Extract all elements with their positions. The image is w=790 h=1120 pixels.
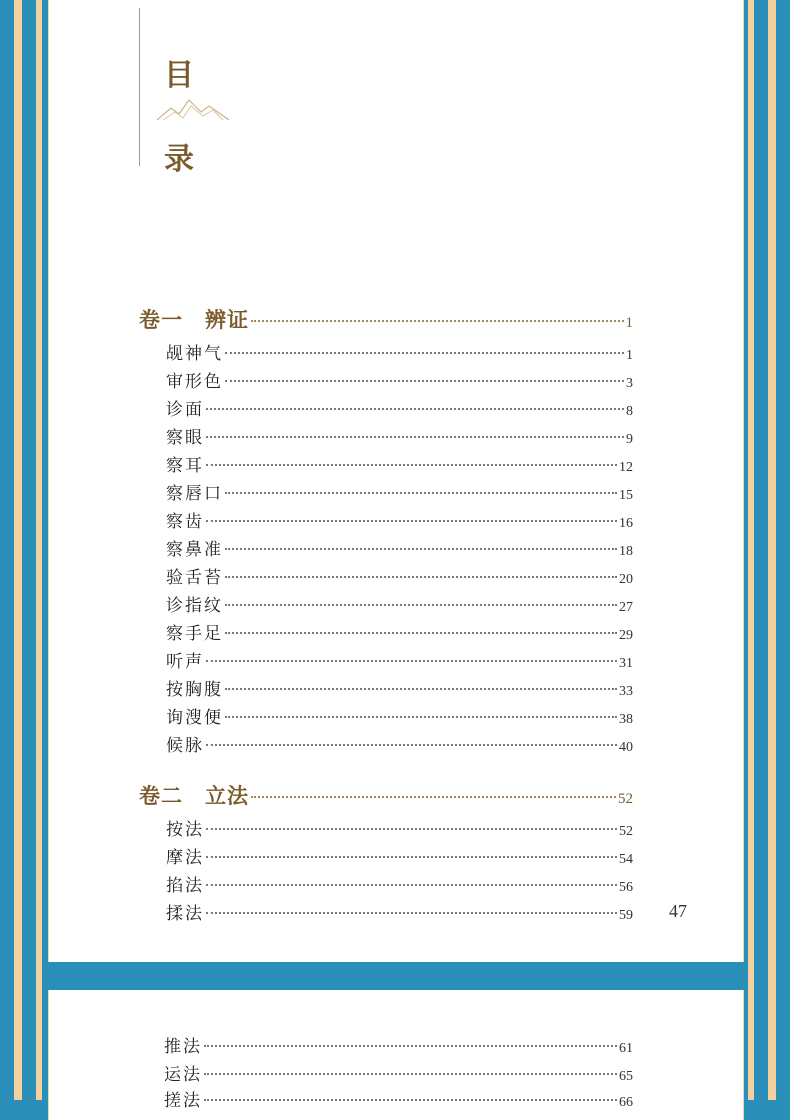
leader-dots [251, 320, 624, 322]
entry-page-number: 54 [619, 852, 633, 867]
entry-label: 察鼻准 [166, 540, 223, 560]
leader-dots [206, 408, 624, 410]
chapter-page-number: 1 [625, 315, 633, 331]
entry-label: 察齿 [166, 512, 204, 532]
entry-label: 推法 [164, 1037, 202, 1057]
toc-chapter-row[interactable] [139, 304, 633, 334]
page-number: 47 [669, 901, 687, 921]
toc-chapter-row[interactable] [139, 780, 633, 810]
entry-label: 候脉 [166, 736, 204, 756]
leader-dots [204, 1045, 617, 1047]
leader-dots [225, 548, 617, 550]
entry-page-number: 16 [619, 516, 633, 531]
entry-page-number: 18 [619, 544, 633, 559]
toc-entry-row[interactable] [166, 507, 633, 532]
entry-label: 察耳 [166, 456, 204, 476]
toc-entry-row[interactable] [164, 1032, 633, 1057]
title-divider-line [139, 8, 140, 166]
entry-page-number: 66 [619, 1095, 633, 1110]
entry-page-number: 27 [619, 600, 633, 615]
toc-entry-row[interactable] [166, 731, 633, 756]
leader-dots [204, 1073, 617, 1075]
leader-dots [225, 380, 624, 382]
entry-page-number: 20 [619, 572, 633, 587]
toc-entry-row[interactable] [166, 423, 633, 448]
entry-page-number: 8 [626, 404, 633, 419]
entry-label: 诊指纹 [166, 596, 223, 616]
toc-entry-row[interactable] [164, 1086, 633, 1111]
toc-entry-row[interactable] [166, 563, 633, 588]
mountain-ornament-icon [157, 96, 229, 124]
entry-label: 摩法 [166, 848, 204, 868]
toc-entry-row[interactable] [166, 339, 633, 364]
toc-entry-row[interactable] [166, 843, 633, 868]
frame-stripe-right-outer [768, 0, 776, 1100]
toc-entry-row[interactable] [166, 703, 633, 728]
entry-page-number: 33 [619, 684, 633, 699]
leader-dots [206, 828, 617, 830]
toc-entry-row[interactable] [166, 647, 633, 672]
leader-dots [206, 884, 617, 886]
entry-page-number: 40 [619, 740, 633, 755]
entry-label: 觇神气 [166, 344, 223, 364]
toc-entry-row[interactable] [166, 871, 633, 896]
leader-dots [206, 660, 617, 662]
page-separator-band [48, 962, 742, 990]
entry-label: 诊面 [166, 400, 204, 420]
entry-page-number: 3 [626, 376, 633, 391]
entry-page-number: 9 [626, 432, 633, 447]
entry-label: 听声 [166, 652, 204, 672]
entry-page-number: 65 [619, 1069, 633, 1084]
toc-entry-row[interactable] [166, 395, 633, 420]
toc-entry-row[interactable] [166, 451, 633, 476]
entry-page-number: 52 [619, 824, 633, 839]
leader-dots [225, 632, 617, 634]
entry-label: 察唇口 [166, 484, 223, 504]
toc-page [48, 0, 744, 962]
entry-page-number: 1 [626, 348, 633, 363]
leader-dots [206, 464, 617, 466]
leader-dots [225, 576, 617, 578]
entry-page-number: 61 [619, 1041, 633, 1056]
frame-stripe-left-outer [14, 0, 22, 1100]
entry-label: 审形色 [166, 372, 223, 392]
entry-page-number: 59 [619, 908, 633, 923]
entry-page-number: 15 [619, 488, 633, 503]
leader-dots [206, 520, 617, 522]
leader-dots [206, 912, 617, 914]
chapter-label: 卷二 立法 [139, 783, 249, 808]
entry-label: 询溲便 [166, 708, 223, 728]
leader-dots [225, 716, 617, 718]
entry-page-number: 31 [619, 656, 633, 671]
leader-dots [206, 436, 624, 438]
entry-label: 按胸腹 [166, 680, 223, 700]
toc-entry-row[interactable] [166, 367, 633, 392]
frame-stripe-right-inner [748, 0, 754, 1100]
entry-label: 揉法 [166, 904, 204, 924]
toc-entry-row[interactable] [166, 535, 633, 560]
toc-entry-row[interactable] [166, 619, 633, 644]
toc-entry-row[interactable] [166, 675, 633, 700]
leader-dots [225, 352, 624, 354]
leader-dots [225, 604, 617, 606]
toc-entry-row[interactable] [166, 591, 633, 616]
frame-stripe-left-inner [36, 0, 42, 1100]
toc-page-continued [48, 990, 744, 1120]
toc-entry-row[interactable] [164, 1060, 633, 1085]
entry-label: 察手足 [166, 624, 223, 644]
entry-page-number: 38 [619, 712, 633, 727]
entry-label: 按法 [166, 820, 204, 840]
entry-label: 察眼 [166, 428, 204, 448]
leader-dots [206, 744, 617, 746]
toc-entry-row[interactable] [166, 899, 633, 924]
page-title-char-1: 目 [164, 58, 194, 93]
entry-page-number: 12 [619, 460, 633, 475]
toc-entry-row[interactable] [166, 815, 633, 840]
leader-dots [204, 1099, 617, 1101]
page-title-char-2: 录 [164, 142, 194, 177]
entry-label: 掐法 [166, 876, 204, 896]
leader-dots [251, 796, 616, 798]
leader-dots [225, 492, 617, 494]
chapter-label: 卷一 辨证 [139, 307, 249, 332]
entry-label: 搓法 [164, 1091, 202, 1111]
entry-label: 验舌苔 [166, 568, 223, 588]
entry-label: 运法 [164, 1065, 202, 1085]
leader-dots [206, 856, 617, 858]
toc-entry-row[interactable] [166, 479, 633, 504]
leader-dots [225, 688, 617, 690]
chapter-page-number: 52 [618, 791, 633, 807]
entry-page-number: 29 [619, 628, 633, 643]
entry-page-number: 56 [619, 880, 633, 895]
